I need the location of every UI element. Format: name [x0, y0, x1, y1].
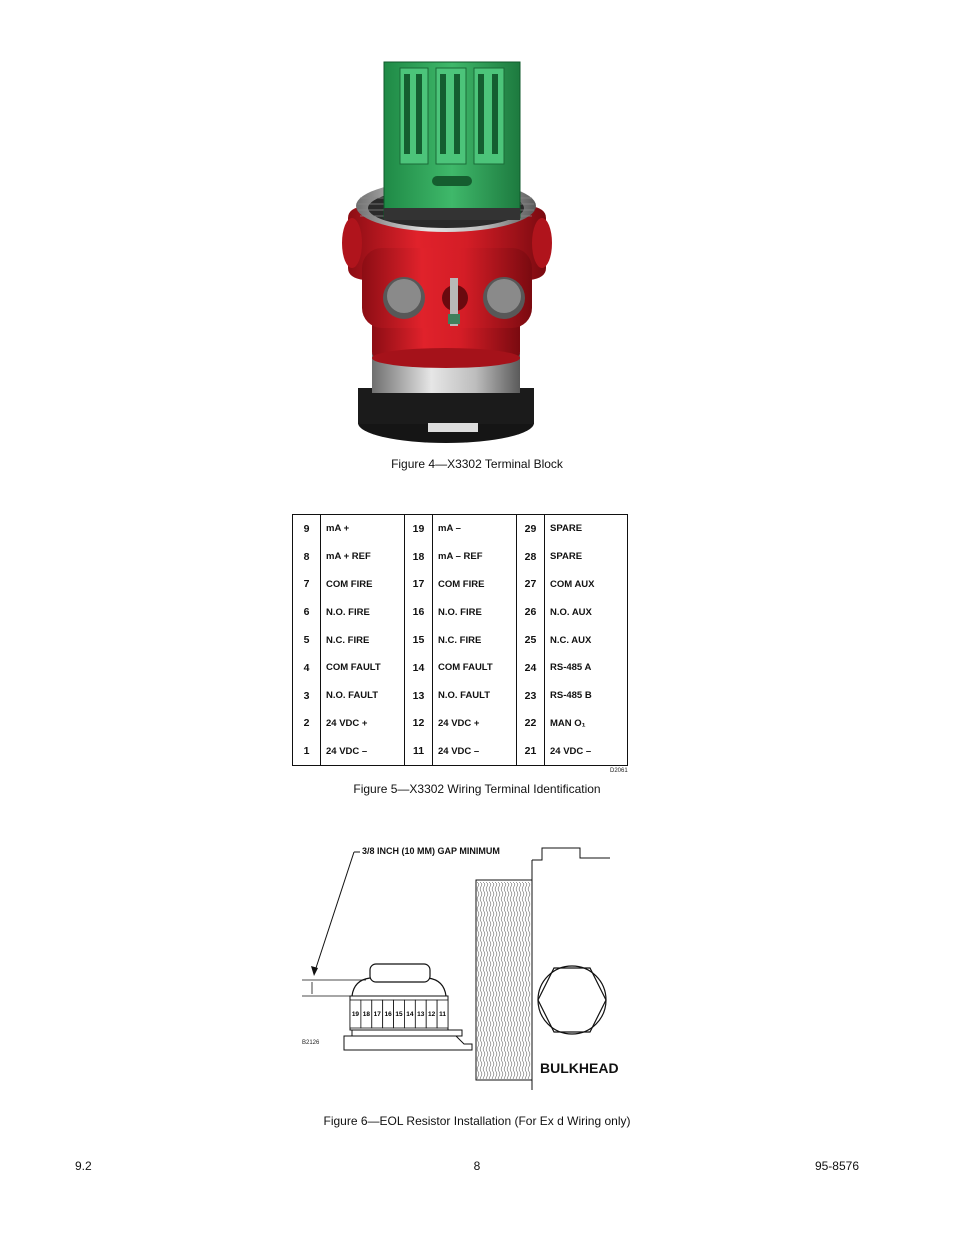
terminal-number: 14	[412, 661, 425, 674]
thread-line	[498, 882, 500, 1079]
terminal-numbers-column-1	[293, 515, 320, 765]
terminal-label: 24 VDC +	[438, 717, 480, 729]
terminal-number: 25	[524, 634, 537, 647]
terminal-label: N.O. AUX	[550, 606, 592, 618]
terminal-number: 23	[524, 689, 537, 702]
thread-line	[516, 882, 518, 1079]
circuit-board	[352, 1030, 462, 1036]
terminal-cell-number: 12	[428, 1011, 436, 1018]
thread-line	[525, 882, 527, 1079]
terminal-number: 4	[303, 661, 310, 674]
terminal-number: 28	[524, 550, 537, 563]
terminal-cell-number: 18	[362, 1011, 370, 1018]
terminal-number: 26	[524, 606, 537, 619]
mounting-plate	[344, 1036, 472, 1050]
housing-outline-top	[532, 848, 610, 860]
thread-line	[477, 882, 479, 1079]
gap-leader-line	[314, 852, 354, 974]
terminal-label: N.O. FAULT	[326, 690, 379, 702]
terminal-label: SPARE	[550, 523, 583, 535]
thread-line	[480, 882, 482, 1079]
gap-leader-arrowhead	[311, 966, 318, 976]
footer-page-number: 8	[473, 1159, 481, 1173]
terminal-label: N.O. FIRE	[438, 606, 482, 618]
eol-resistor-diagram	[296, 840, 620, 1090]
terminal-number: 9	[303, 522, 310, 535]
thread-line	[495, 882, 497, 1079]
thread-line	[501, 882, 503, 1079]
figure-5-caption: Figure 5—X3302 Wiring Terminal Identification	[353, 782, 601, 796]
terminal-label: mA – REF	[438, 551, 483, 563]
terminal-labels-column-1	[321, 515, 404, 765]
terminal-label: mA + REF	[326, 551, 371, 563]
terminal-label: RS-485 A	[550, 662, 592, 674]
terminal-label: N.O. FAULT	[438, 690, 491, 702]
thread-line	[519, 882, 521, 1079]
terminal-cell-number: 16	[384, 1011, 392, 1018]
terminal-labels-column-2	[433, 515, 516, 765]
terminal-number: 27	[524, 578, 537, 591]
terminal-label: SPARE	[550, 551, 583, 563]
terminal-label: mA –	[438, 523, 461, 535]
figure-5-drawing-code: D2061	[610, 768, 628, 774]
terminal-number: 21	[524, 745, 537, 758]
terminal-number: 24	[524, 661, 537, 674]
terminal-number: 17	[412, 578, 425, 591]
thread-line	[489, 882, 491, 1079]
terminal-label: N.C. AUX	[550, 634, 592, 646]
terminal-number: 7	[303, 578, 310, 591]
terminal-cell-number: 17	[373, 1011, 381, 1018]
terminal-label: N.O. FIRE	[326, 606, 370, 618]
terminal-label: 24 VDC +	[326, 717, 368, 729]
terminal-number: 29	[524, 522, 537, 535]
terminal-label: COM FAULT	[438, 662, 493, 674]
terminal-cell-number: 19	[351, 1011, 360, 1018]
hex-plug-circle	[538, 966, 606, 1034]
terminal-cell-number: 11	[439, 1011, 446, 1018]
terminal-label: COM FIRE	[326, 578, 373, 590]
terminal-number: 6	[303, 606, 310, 619]
thread-line	[507, 882, 509, 1079]
gap-minimum-label: 3/8 INCH (10 MM) GAP MINIMUM	[362, 846, 500, 856]
terminal-number: 2	[303, 717, 310, 730]
terminal-label: N.C. FIRE	[438, 634, 482, 646]
footer-document-number: 95-8576	[814, 1159, 859, 1173]
terminal-label: COM AUX	[550, 578, 595, 590]
thread-line	[483, 882, 485, 1079]
bulkhead-threads	[477, 882, 530, 1079]
figure-4-caption: Figure 4—X3302 Terminal Block	[391, 457, 563, 471]
terminal-label: MAN O₁	[550, 717, 586, 729]
terminal-cell-number: 13	[417, 1011, 425, 1018]
terminal-number: 8	[303, 550, 310, 563]
terminal-number: 19	[412, 522, 425, 535]
eol-resistor	[370, 964, 430, 982]
terminal-label: 24 VDC –	[438, 745, 480, 757]
terminal-cells	[350, 1000, 448, 1028]
terminal-block-photo	[334, 58, 568, 446]
terminal-number: 5	[303, 634, 310, 647]
figure-6-caption: Figure 6—EOL Resistor Installation (For Ex d Wiring only)	[323, 1114, 631, 1128]
terminal-number: 15	[412, 634, 425, 647]
terminal-cell-number: 15	[395, 1011, 403, 1018]
bulkhead-label: BULKHEAD	[540, 1060, 619, 1076]
terminal-label: N.C. FIRE	[326, 634, 370, 646]
thread-line	[486, 882, 488, 1079]
thread-line	[510, 882, 512, 1079]
terminal-label: 24 VDC –	[326, 745, 368, 757]
thread-line	[492, 882, 494, 1079]
terminal-label: mA +	[326, 523, 350, 535]
thread-line	[522, 882, 524, 1079]
terminal-number: 12	[412, 717, 425, 730]
thread-line	[504, 882, 506, 1079]
terminal-identification-table	[292, 514, 628, 766]
terminal-number: 22	[524, 717, 537, 730]
terminal-number: 13	[412, 689, 425, 702]
thread-line	[513, 882, 515, 1079]
terminal-number: 16	[412, 606, 425, 619]
terminal-label: RS-485 B	[550, 690, 592, 702]
thread-line	[528, 882, 530, 1079]
terminal-number: 11	[412, 745, 425, 758]
footer-revision: 9.2	[75, 1159, 92, 1173]
terminal-numbers-column-2	[405, 515, 432, 765]
terminal-label: COM FIRE	[438, 578, 485, 590]
terminal-number: 3	[303, 689, 310, 702]
figure-6-drawing-code: B2126	[302, 1040, 320, 1046]
thread-body	[476, 880, 532, 1080]
terminal-label: 24 VDC –	[550, 745, 592, 757]
terminal-cell-number: 14	[406, 1011, 414, 1018]
terminal-label: COM FAULT	[326, 662, 381, 674]
terminal-labels-column-3	[545, 515, 627, 765]
terminal-number: 1	[303, 745, 310, 758]
terminal-numbers-column-3	[517, 515, 544, 765]
terminal-number: 18	[412, 550, 425, 563]
